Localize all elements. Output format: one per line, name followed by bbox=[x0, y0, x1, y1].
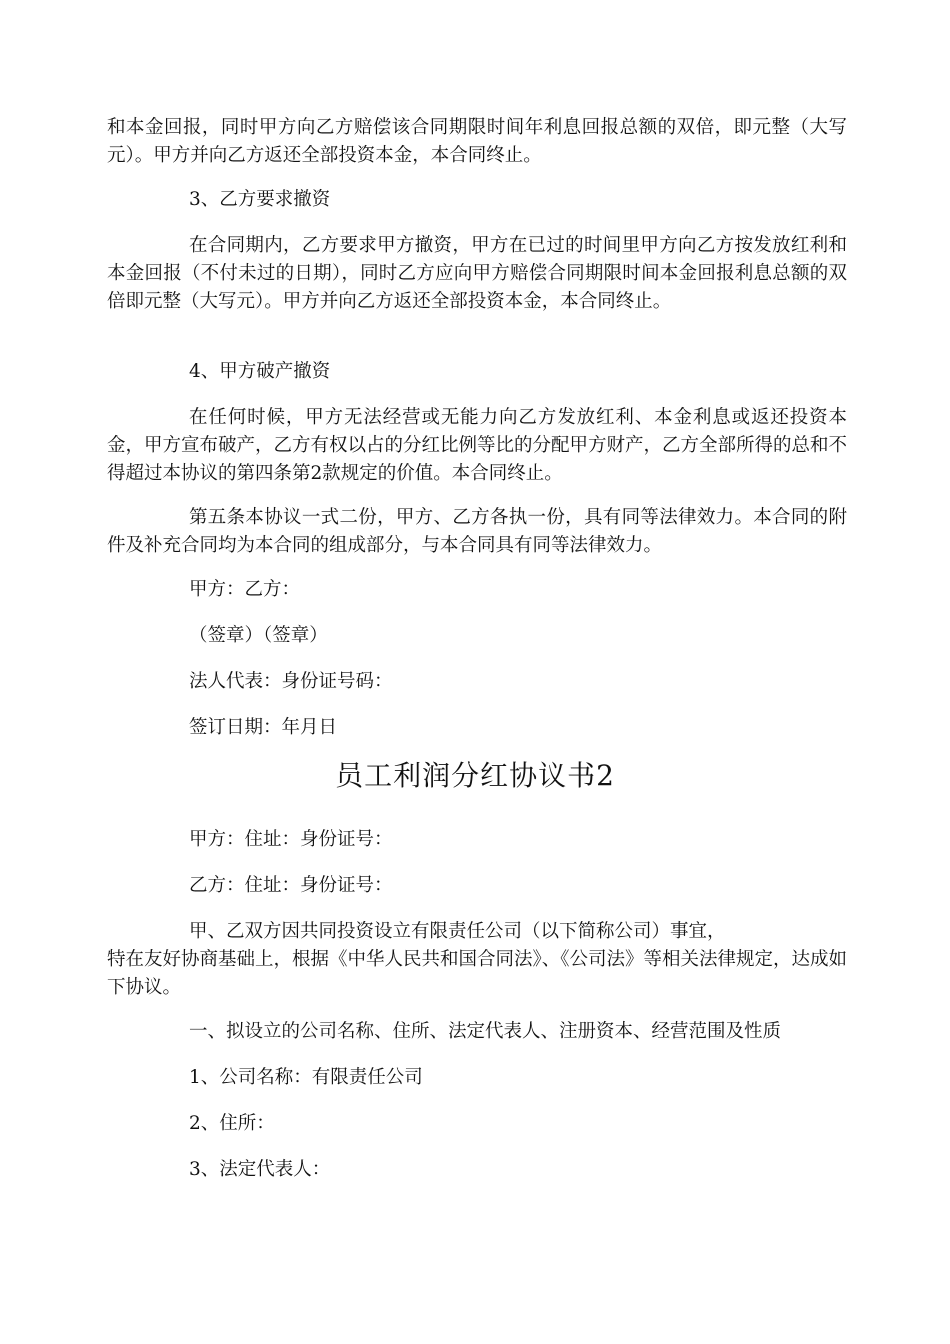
party-a-info-line: 甲方：住址：身份证号： bbox=[189, 829, 393, 850]
signature-seal-line: （签章）（签章） bbox=[189, 625, 328, 646]
paragraph-party-a-bankruptcy: 在任何时候，甲方无法经营或无能力向乙方发放红利、本金利息或返还投资本金，甲方宣布破产，乙方有权以占的分红比例等比的分配甲方财产，乙方全部所得的总和不得超过本协议的第四条第2款规定的价值。本合同终止。 bbox=[107, 407, 848, 484]
signature-parties-line: 甲方：乙方： bbox=[189, 579, 301, 600]
item-address: 2、住所： bbox=[189, 1113, 275, 1134]
document-title-2: 员工利润分红协议书2 bbox=[335, 759, 615, 792]
heading-party-a-bankruptcy: 4、甲方破产撤资 bbox=[189, 361, 331, 382]
section-heading-one: 一、拟设立的公司名称、住所、法定代表人、注册资本、经营范围及性质 bbox=[189, 1021, 782, 1042]
signing-date-line: 签订日期：年月日 bbox=[189, 717, 338, 738]
intro-line-1: 甲、乙双方因共同投资设立有限责任公司（以下简称公司）事宜， bbox=[189, 921, 726, 942]
party-b-info-line: 乙方：住址：身份证号： bbox=[189, 875, 393, 896]
legal-representative-line: 法人代表：身份证号码： bbox=[189, 671, 393, 692]
item-legal-representative: 3、法定代表人： bbox=[189, 1159, 331, 1180]
paragraph-article-five: 第五条本协议一式二份，甲方、乙方各执一份，具有同等法律效力。本合同的附件及补充合同均为本合同的组成部分，与本合同具有同等法律效力。 bbox=[107, 507, 847, 556]
item-company-name: 1、公司名称：有限责任公司 bbox=[189, 1067, 423, 1088]
paragraph-compensation-continued: 和本金回报，同时甲方向乙方赔偿该合同期限时间年利息回报总额的双倍，即元整（大写元）。甲方并向乙方返还全部投资本金，本合同终止。 bbox=[107, 117, 847, 166]
heading-party-b-withdraw: 3、乙方要求撤资 bbox=[189, 189, 331, 210]
intro-line-2: 特在友好协商基础上，根据《中华人民共和国合同法》、《公司法》等相关法律规定，达成如下协议。 bbox=[107, 949, 848, 998]
paragraph-party-b-withdraw: 在合同期内，乙方要求甲方撤资，甲方在已过的时间里甲方向乙方按发放红利和本金回报（不付未过的日期），同时乙方应向甲方赔偿合同期限时间本金回报利息总额的双倍即元整（大写元）。甲方并向乙方返还全部投资本金，本合同终止。 bbox=[107, 235, 847, 312]
